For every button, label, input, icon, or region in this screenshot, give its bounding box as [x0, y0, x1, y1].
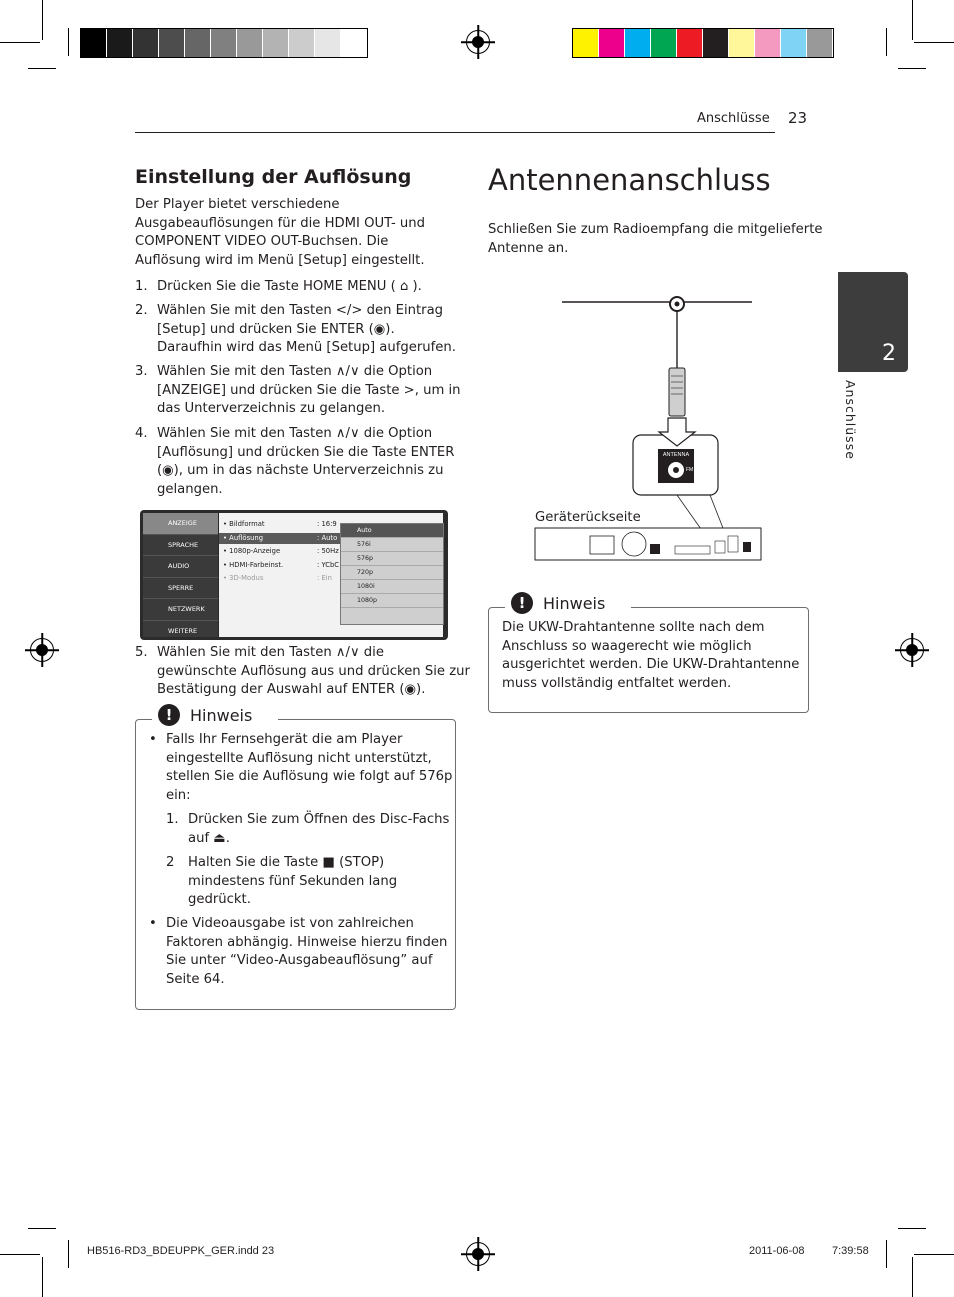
menu-side-item: WEITERE [143, 621, 218, 640]
antenna-plug [669, 368, 685, 416]
resolution-options [340, 523, 444, 625]
device-rear-panel [535, 528, 761, 560]
color-swatch [703, 29, 729, 57]
color-swatch [755, 29, 781, 57]
note-bullet-line: eingestellte Auflösung nicht unterstützt, [166, 750, 432, 766]
step-line: [Setup] und drücken Sie ENTER (◉). [157, 321, 395, 337]
step-line: Daraufhin wird das Menü [Setup] aufgerufen. [157, 340, 456, 356]
note-substep-line: Halten Sie die Taste ■ (STOP) [188, 855, 385, 870]
note-line: Die UKW-Drahtantenne sollte nach dem [502, 620, 765, 635]
gray-swatch [185, 29, 211, 57]
gray-swatch [211, 29, 237, 57]
note-bullet-line: Faktoren abhängig. Hinweise hierzu finden [166, 934, 448, 950]
color-swatch [625, 29, 651, 57]
bullet: • [149, 916, 157, 931]
exclamation-icon: ! [158, 704, 180, 726]
gray-swatch [237, 29, 263, 57]
color-swatch [807, 29, 833, 57]
grayscale-bar [80, 28, 368, 58]
registration-mark-icon [30, 638, 54, 662]
step-line: Bestätigung der Auswahl auf ENTER (◉). [157, 682, 426, 698]
gray-swatch [341, 29, 367, 57]
substep-number: 1. [166, 812, 179, 827]
crop-mark [914, 1254, 954, 1255]
gray-swatch [133, 29, 159, 57]
crop-mark [28, 68, 56, 69]
registration-mark-icon [466, 30, 490, 54]
crop-mark [898, 68, 926, 69]
menu-row-label: • Auflösung [223, 533, 264, 542]
crop-mark [68, 1240, 69, 1268]
bullet: • [149, 732, 157, 747]
note-substep-line: gedrückt. [188, 892, 251, 908]
menu-option: 720p [341, 566, 443, 580]
crop-mark [886, 1240, 887, 1268]
header-section: Anschlüsse [697, 111, 770, 126]
fm-label: FM [686, 467, 694, 473]
note-line: Anschluss so waagerecht wie möglich [502, 638, 752, 654]
menu-option: 1080i [341, 580, 443, 594]
chapter-label: Anschlüsse [843, 380, 858, 460]
step-line: Wählen Sie mit den Tasten ∧/∨ die [157, 645, 384, 660]
menu-row-label: • 1080p-Anzeige [223, 547, 281, 555]
gray-swatch [315, 29, 341, 57]
color-swatch [781, 29, 807, 57]
gray-swatch [159, 29, 185, 57]
menu-row-label: • HDMI-Farbeinst. [223, 560, 284, 569]
page-number: 23 [788, 109, 808, 127]
note-substep-line: mindestens fünf Sekunden lang [188, 873, 398, 889]
note-title: Hinweis [190, 705, 253, 725]
step-number: 5. [135, 645, 148, 660]
step-line: [Auflösung] und drücken Sie die Taste ENTER [157, 444, 455, 460]
note-header-left [152, 704, 278, 726]
step-line: Wählen Sie mit den Tasten ∧/∨ die Option [157, 364, 433, 379]
color-swatch [651, 29, 677, 57]
setup-menu-screenshot [140, 510, 448, 640]
device-label: Geräterückseite [535, 510, 641, 525]
menu-option: 576i [341, 538, 443, 552]
exclamation-icon: ! [511, 592, 533, 614]
crop-mark [42, 0, 43, 40]
note-substep-line: Drücken Sie zum Öffnen des Disc-Fachs [188, 812, 450, 827]
note-substep-line: auf ⏏. [188, 830, 230, 846]
intro-line: Schließen Sie zum Radioempfang die mitgelieferte [488, 222, 823, 237]
antenna-jack-label: ANTENNA [662, 452, 690, 458]
crop-mark [886, 28, 887, 56]
crop-mark [914, 42, 954, 43]
menu-row-value: : YCbC [317, 560, 340, 569]
footer-date: 2011-06-08 [749, 1245, 805, 1257]
step-line: Wählen Sie mit den Tasten </> den Eintrag [157, 303, 444, 318]
menu-option: 1080p [341, 594, 443, 608]
step-line: gelangen. [157, 482, 223, 498]
crop-mark [912, 1257, 913, 1297]
chapter-tab [838, 272, 908, 372]
step-line: das Unterverzeichnis zu gelangen. [157, 401, 386, 417]
note-line: ausgerichtet werden. Die UKW-Drahtantenne [502, 657, 800, 673]
step-line: Drücken Sie die Taste HOME MENU ( ⌂ ). [157, 279, 422, 294]
menu-side-item: SPRACHE [143, 535, 218, 557]
gray-swatch [263, 29, 289, 57]
note-title: Hinweis [543, 593, 606, 613]
note-bullet-line: stellen Sie die Auflösung wie folgt auf 576p [166, 769, 453, 785]
step-number: 4. [135, 426, 148, 441]
menu-option: 576p [341, 552, 443, 566]
step-line: gewünschte Auflösung aus und drücken Sie zur [157, 663, 470, 679]
crop-mark [42, 1257, 43, 1297]
note-bullet-line: Seite 64. [166, 972, 225, 988]
crop-mark [912, 0, 913, 40]
color-swatch [677, 29, 703, 57]
step-line: [ANZEIGE] und drücken Sie die Taste >, um in [157, 382, 461, 398]
note-bullet-line: Sie unter “Video-Ausgabeauflösung” auf [166, 953, 433, 969]
gray-swatch [289, 29, 315, 57]
menu-row-label: • 3D-Modus [223, 574, 264, 582]
step-number: 3. [135, 364, 148, 379]
intro-text: Der Player bietet verschiedene Ausgabeauflösungen für die HDMI OUT- und COMPONENT VIDEO OUT-Buchsen. Die Auflösung wird im Menü [Setup] eingestellt. [135, 197, 426, 268]
main-title: Antennenanschluss [488, 163, 771, 197]
footer-file: HB516-RD3_BDEUPPK_GER.indd 23 [87, 1245, 275, 1257]
menu-side-item: ANZEIGE [143, 513, 218, 535]
note-header-right [505, 592, 631, 614]
menu-row-label: • Bildformat [223, 520, 265, 528]
crop-mark [0, 42, 40, 43]
note-line: muss vollständig entfaltet werden. [502, 676, 732, 692]
menu-side-item: SPERRE [143, 578, 218, 600]
gray-swatch [81, 29, 107, 57]
menu-option: Auto [341, 524, 443, 538]
step-number: 1. [135, 279, 148, 294]
step-line: (◉), um in das nächste Unterverzeichnis zu [157, 463, 444, 479]
crop-mark [28, 1228, 56, 1229]
menu-row-value: : 16:9 [317, 520, 337, 528]
note-bullet-line: Die Videoausgabe ist von zahlreichen [166, 916, 414, 931]
footer-time: 7:39:58 [832, 1245, 869, 1257]
menu-row-value: : Auto [317, 533, 338, 542]
note-bullet-line: ein: [166, 788, 191, 804]
crop-mark [0, 1254, 40, 1255]
menu-row-value: : Ein [317, 574, 332, 582]
registration-mark-icon [900, 638, 924, 662]
chapter-number: 2 [882, 341, 896, 366]
header-rule [135, 132, 775, 133]
crop-mark [898, 1228, 926, 1229]
menu-row-value: : 50Hz [317, 547, 339, 555]
menu-side-item: AUDIO [143, 556, 218, 578]
menu-side-item: NETZWERK [143, 599, 218, 621]
gray-swatch [107, 29, 133, 57]
intro-line: Antenne an. [488, 240, 569, 256]
section-title: Einstellung der Auflösung [135, 166, 412, 188]
substep-number: 2 [166, 855, 175, 870]
color-bar [572, 28, 834, 58]
menu-sidebar [143, 513, 218, 637]
registration-mark-icon [466, 1242, 490, 1266]
step-number: 2. [135, 303, 148, 318]
color-swatch [599, 29, 625, 57]
color-swatch [573, 29, 599, 57]
note-bullet-line: Falls Ihr Fernsehgerät die am Player [166, 732, 403, 747]
crop-mark [68, 28, 69, 56]
step-line: Wählen Sie mit den Tasten ∧/∨ die Option [157, 426, 433, 441]
color-swatch [729, 29, 755, 57]
